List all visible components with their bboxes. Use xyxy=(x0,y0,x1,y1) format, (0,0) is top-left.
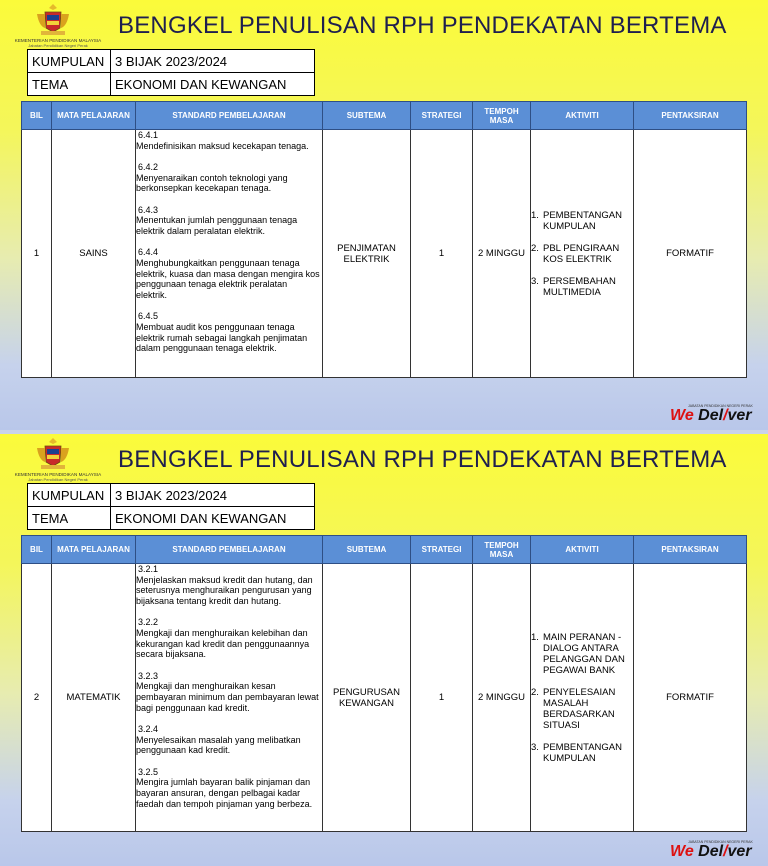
standard-text: Mendefinisikan maksud kecekapan tenaga. xyxy=(136,140,309,151)
standard-item xyxy=(136,162,320,194)
header-tempoh: TEMPOH MASA xyxy=(473,102,531,130)
cell-tempoh: 2 MINGGU xyxy=(473,130,531,378)
table-header-row xyxy=(22,102,747,130)
standard-text: Menyenaraikan contoh teknologi yang berkonsepkan kecekapan tenaga. xyxy=(136,172,288,194)
table-row xyxy=(22,564,747,832)
cell-standards xyxy=(136,564,323,832)
table-row xyxy=(22,130,747,378)
aktiviti-item xyxy=(531,276,633,298)
meta-table xyxy=(27,49,315,96)
header-mata-pelajaran: MATA PELAJARAN xyxy=(52,102,136,130)
cell-tempoh: 2 MINGGU xyxy=(473,564,531,832)
table-header-row xyxy=(22,536,747,564)
ministry-crest xyxy=(8,2,102,48)
header-strategi: STRATEGI xyxy=(411,536,473,564)
standard-code: 3.2.2 xyxy=(138,617,159,628)
ministry-name: KEMENTERIAN PENDIDIKAN MALAYSIA xyxy=(14,38,102,43)
meta-table xyxy=(27,483,315,530)
cell-aktiviti xyxy=(531,130,634,378)
brand-wordmark: We Del/ver xyxy=(670,843,752,860)
tema-label: TEMA xyxy=(28,73,111,96)
aktiviti-text: MAIN PERANAN - DIALOG ANTARA PELANGGAN DAN PEGAWAI BANK xyxy=(543,631,625,676)
standard-text: Menghubungkaitkan penggunaan tenaga elektrik, kuasa dan masa dengan mengira kos penggunaan tenaga elektrik peralatan elektrik. xyxy=(136,257,320,300)
aktiviti-number: 1. xyxy=(531,631,539,643)
cell-strategi: 1 xyxy=(411,564,473,832)
header-pentaksiran: PENTAKSIRAN xyxy=(634,102,747,130)
kumpulan-label: KUMPULAN xyxy=(28,484,111,507)
header-standard: STANDARD PEMBELAJARAN xyxy=(136,102,323,130)
cell-pentaksiran: FORMATIF xyxy=(634,130,747,378)
aktiviti-number: 2. xyxy=(531,686,539,698)
brand-caption: JABATAN PENDIDIKAN NEGERI PERAK xyxy=(688,840,753,844)
header-subtema: SUBTEMA xyxy=(323,536,411,564)
aktiviti-number: 3. xyxy=(531,275,539,287)
header-bil: BIL xyxy=(22,536,52,564)
kumpulan-value: 3 BIJAK 2023/2024 xyxy=(111,50,315,73)
standard-item xyxy=(136,671,320,714)
header-mata-pelajaran: MATA PELAJARAN xyxy=(52,536,136,564)
aktiviti-item xyxy=(531,632,633,676)
wedeliver-logo xyxy=(670,404,762,426)
standard-text: Menjelaskan maksud kredit dan hutang, dan seterusnya menghuraikan pengurusan yang bijaksana tentang kredit dan hutang. xyxy=(136,574,313,607)
wedeliver-logo xyxy=(670,840,762,862)
header-aktiviti: AKTIVITI xyxy=(531,536,634,564)
kumpulan-value: 3 BIJAK 2023/2024 xyxy=(111,484,315,507)
standard-item xyxy=(136,247,320,301)
standard-text: Menentukan jumlah penggunaan tenaga elektrik dalam peralatan elektrik. xyxy=(136,215,298,236)
kumpulan-label: KUMPULAN xyxy=(28,50,111,73)
lesson-table xyxy=(21,535,747,832)
header-bil: BIL xyxy=(22,102,52,130)
standard-code: 3.2.1 xyxy=(138,564,159,574)
cell-subject: SAINS xyxy=(52,130,136,378)
cell-strategi: 1 xyxy=(411,130,473,378)
cell-subtema: PENJIMATAN ELEKTRIK xyxy=(323,130,411,378)
standard-code: 6.4.2 xyxy=(138,161,159,172)
ministry-name: KEMENTERIAN PENDIDIKAN MALAYSIA xyxy=(14,472,102,477)
tema-value: EKONOMI DAN KEWANGAN xyxy=(111,73,315,96)
standard-text: Mengkaji dan menghuraikan kesan pembayaran minimum dan pembayaran lewat bagi penggunaan kad kredit. xyxy=(136,681,319,713)
standard-item xyxy=(136,767,320,810)
tema-label: TEMA xyxy=(28,507,111,530)
tema-value: EKONOMI DAN KEWANGAN xyxy=(111,507,315,530)
standard-code: 3.2.3 xyxy=(138,670,159,681)
aktiviti-list xyxy=(531,632,633,764)
standard-text: Mengira jumlah bayaran balik pinjaman dan bayaran ansuran, dengan pelbagai kadar faedah dan tempoh pinjaman yang berbeza. xyxy=(136,777,313,809)
cell-bil: 1 xyxy=(22,130,52,378)
aktiviti-item xyxy=(531,687,633,731)
aktiviti-text: PERSEMBAHAN MULTIMEDIA xyxy=(543,275,616,298)
aktiviti-item xyxy=(531,243,633,265)
slide-2 xyxy=(0,434,768,866)
aktiviti-text: PBL PENGIRAAN KOS ELEKTRIK xyxy=(543,242,620,265)
aktiviti-text: PENYELESAIAN MASALAH BERDASARKAN SITUASI xyxy=(543,686,616,731)
standard-code: 3.2.4 xyxy=(138,723,159,734)
header-subtema: SUBTEMA xyxy=(323,102,411,130)
standard-item xyxy=(136,311,320,354)
standard-code: 6.4.4 xyxy=(138,247,159,258)
aktiviti-list xyxy=(531,210,633,298)
cell-aktiviti xyxy=(531,564,634,832)
standard-item xyxy=(136,205,320,237)
aktiviti-number: 1. xyxy=(531,209,539,221)
standard-code: 6.4.5 xyxy=(138,311,159,322)
brand-caption: JABATAN PENDIDIKAN NEGERI PERAK xyxy=(688,404,753,408)
standard-text: Mengkaji dan menghuraikan kelebihan dan kekurangan kad kredit dan penggunaannya secara bijaksana. xyxy=(136,628,310,660)
department-name: Jabatan Pendidikan Negeri Perak xyxy=(28,43,88,48)
brand-wordmark: We Del/ver xyxy=(670,407,752,424)
cell-standards xyxy=(136,130,323,378)
slide-1 xyxy=(0,0,768,430)
standard-code: 3.2.5 xyxy=(138,766,159,777)
cell-subject: MATEMATIK xyxy=(52,564,136,832)
header-pentaksiran: PENTAKSIRAN xyxy=(634,536,747,564)
header-aktiviti: AKTIVITI xyxy=(531,102,634,130)
ministry-crest xyxy=(8,436,102,482)
aktiviti-item xyxy=(531,210,633,232)
coat-of-arms-icon xyxy=(33,2,73,36)
aktiviti-number: 2. xyxy=(531,242,539,254)
standard-code: 6.4.1 xyxy=(138,130,159,140)
standards-list xyxy=(136,130,320,354)
header-strategi: STRATEGI xyxy=(411,102,473,130)
standard-text: Membuat audit kos penggunaan tenaga elektrik rumah sebagai langkah penjimatan dalam penggunaan tenaga elektrik. xyxy=(136,321,308,354)
lesson-table xyxy=(21,101,747,378)
standard-text: Menyelesaikan masalah yang melibatkan penggunaan kad kredit. xyxy=(136,734,301,756)
slide-title: BENGKEL PENULISAN RPH PENDEKATAN BERTEMA xyxy=(118,12,727,39)
standard-code: 6.4.3 xyxy=(138,204,159,215)
aktiviti-text: PEMBENTANGAN KUMPULAN xyxy=(543,741,623,764)
slide-title: BENGKEL PENULISAN RPH PENDEKATAN BERTEMA xyxy=(118,446,727,473)
header-tempoh: TEMPOH MASA xyxy=(473,536,531,564)
aktiviti-text: PEMBENTANGAN KUMPULAN xyxy=(543,209,623,232)
standard-item xyxy=(136,564,320,607)
aktiviti-number: 3. xyxy=(531,741,539,753)
department-name: Jabatan Pendidikan Negeri Perak xyxy=(28,477,88,482)
cell-bil: 2 xyxy=(22,564,52,832)
cell-pentaksiran: FORMATIF xyxy=(634,564,747,832)
aktiviti-item xyxy=(531,742,633,764)
header-standard: STANDARD PEMBELAJARAN xyxy=(136,536,323,564)
standard-item xyxy=(136,617,320,660)
standard-item xyxy=(136,130,320,151)
standard-item xyxy=(136,724,320,756)
standards-list xyxy=(136,564,320,809)
cell-subtema: PENGURUSAN KEWANGAN xyxy=(323,564,411,832)
coat-of-arms-icon xyxy=(33,436,73,470)
